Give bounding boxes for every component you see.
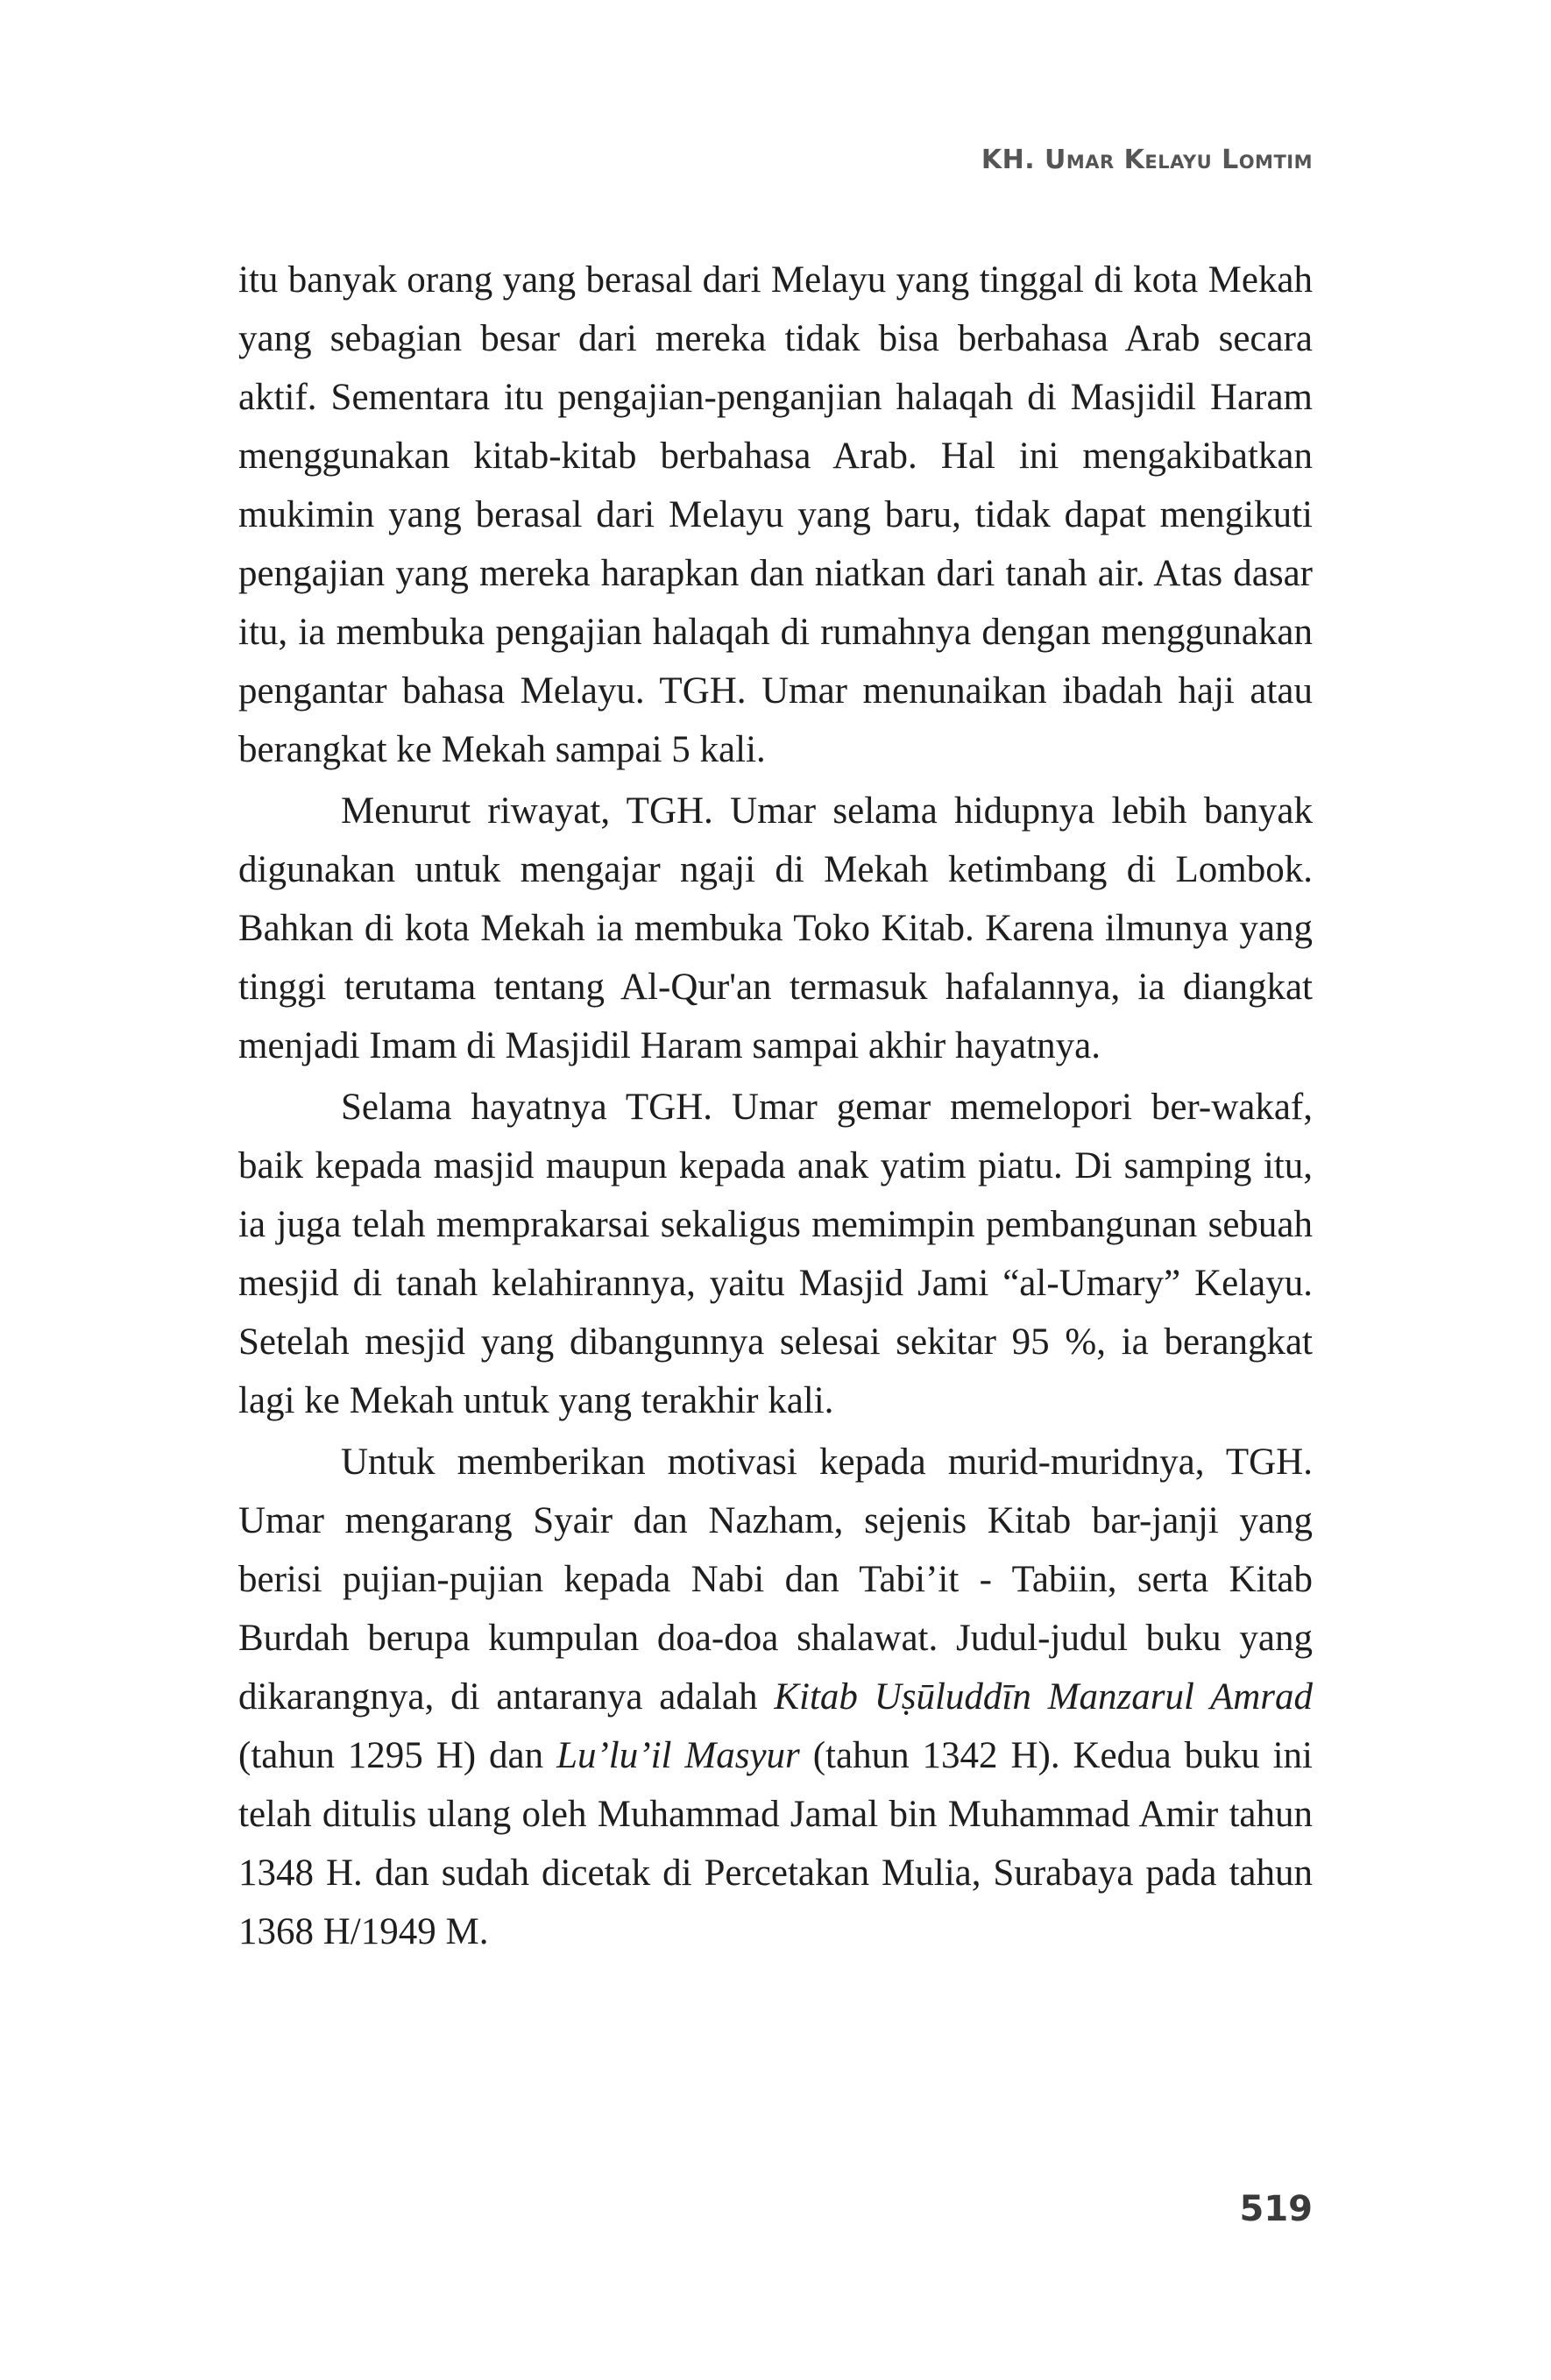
- paragraph-4: [238, 1433, 1313, 1961]
- body-text: [238, 251, 1313, 1964]
- paragraph-1: itu banyak orang yang berasal dari Melayu yang tinggal di kota Mekah yang sebagian besar dari mereka tidak bisa berbahasa Arab secara aktif. Sementara itu pengajian-penganjian halaqah di Masjidil Haram menggunakan kitab-kitab berbahasa Arab. Hal ini mengakibatkan mukimin yang berasal dari Melayu yang baru, tidak dapat mengikuti pengajian yang mereka harapkan dan niatkan dari tanah air. Atas dasar itu, ia membuka pengajian halaqah di rumahnya dengan menggunakan pengantar bahasa Melayu. TGH. Umar menunaikan ibadah haji atau berangkat ke Mekah sampai 5 kali.: [238, 259, 1313, 770]
- paragraph-2: Menurut riwayat, TGH. Umar selama hidupnya lebih banyak digunakan untuk mengajar ngaji di Mekah ketimbang di Lombok. Bahkan di kota Mekah ia membuka Toko Kitab. Karena ilmunya yang tinggi terutama tentang Al-Qur'an termasuk hafalannya, ia diangkat menjadi Imam di Masjidil Haram sampai akhir hayatnya.: [238, 790, 1313, 1066]
- book-title-lulu-il-masyur: Lu’lu’il Masyur: [556, 1735, 800, 1776]
- running-header: KH. Umar Kelayu Lomtim: [981, 145, 1313, 175]
- paragraph-4-part-3: (tahun 1342 H). Kedua buku ini telah ditulis ulang oleh Muhammad Jamal bin Muhammad Amir tahun 1348 H. dan sudah dicetak di Percetakan Mulia, Surabaya pada tahun 1368 H/1949 M.: [238, 1735, 1313, 1952]
- book-title-usuluddin: Kitab Uṣūluddīn Manzarul Amrad: [774, 1676, 1314, 1718]
- page-number: 519: [1239, 2189, 1313, 2229]
- paragraph-4-part-2: (tahun 1295 H) dan: [238, 1735, 544, 1776]
- paragraph-3: Selama hayatnya TGH. Umar gemar memelopori ber-wakaf, baik kepada masjid maupun kepada anak yatim piatu. Di samping itu, ia juga telah memprakarsai sekaligus memimpin pembangunan sebuah mesjid di tanah kelahirannya, yaitu Masjid Jami “al-Umary” Kelayu. Setelah mesjid yang dibangunnya selesai sekitar 95 %, ia berangkat lagi ke Mekah untuk yang terakhir kali.: [238, 1087, 1313, 1421]
- paragraph-4-part-1: Untuk memberikan motivasi kepada murid-muridnya, TGH. Umar mengarang Syair dan Nazham, sejenis Kitab bar-janji yang berisi pujian-pujian kepada Nabi dan Tabi’it - Tabiin, serta Kitab Burdah berupa kumpulan doa-doa shalawat. Judul-judul buku yang dikarangnya, di antaranya adalah: [238, 1441, 1313, 1718]
